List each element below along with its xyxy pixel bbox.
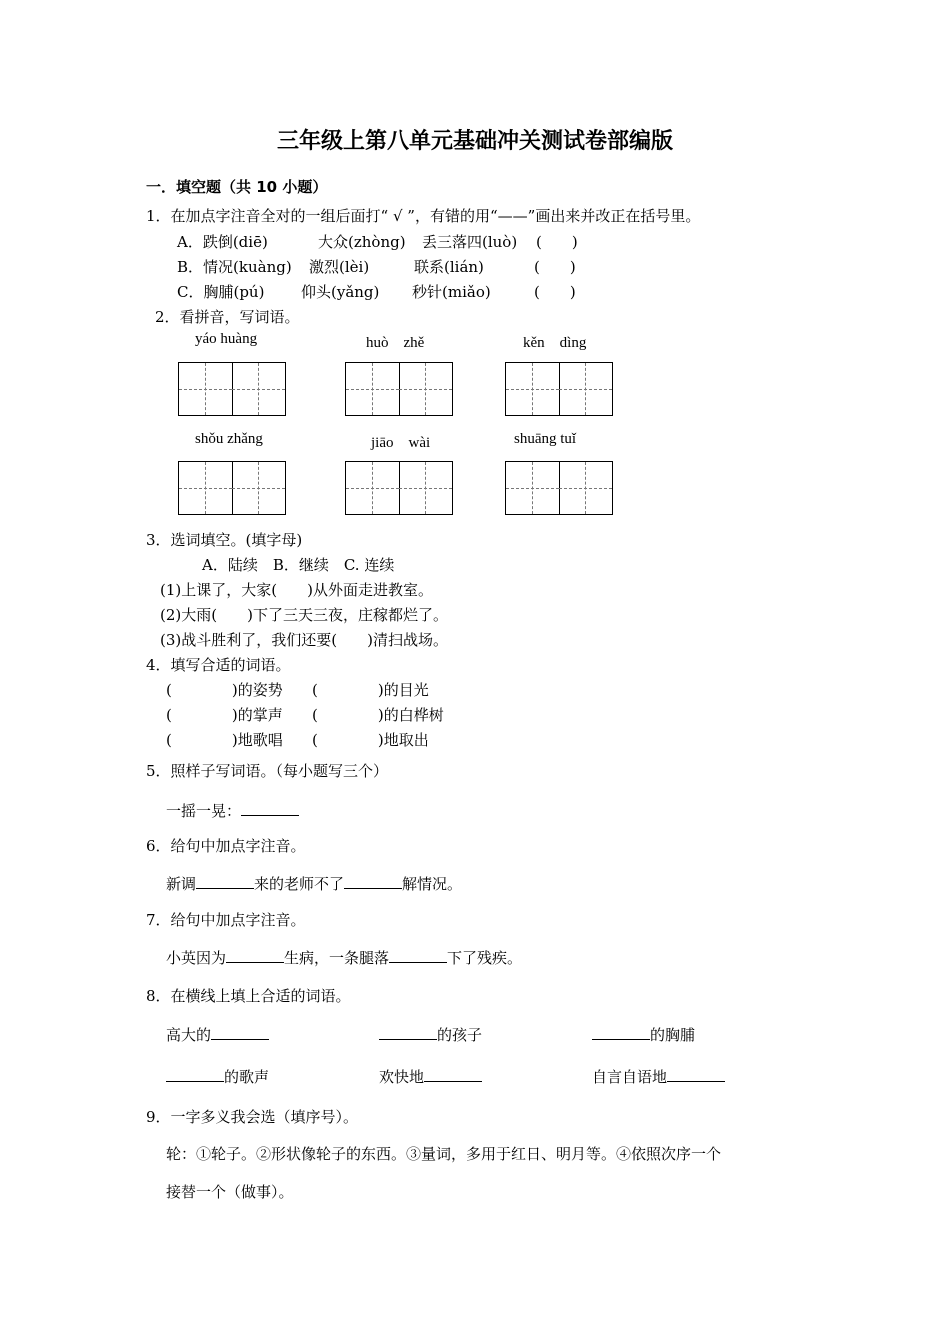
- q4-r2-b: ( )的白桦树: [312, 706, 444, 724]
- q5-stem: 5．照样子写词语。（每小题写三个）: [146, 762, 389, 780]
- q5-example-label: 一摇一晃：: [166, 802, 242, 820]
- q4-r3-a: ( )地歌唱: [166, 731, 283, 749]
- q5-example: [166, 800, 299, 821]
- q8-label: 的歌声: [224, 1068, 270, 1086]
- answer-blank[interactable]: [344, 874, 402, 889]
- answer-blank[interactable]: [389, 948, 447, 963]
- q1-c4: ( ): [534, 283, 576, 301]
- q1-b4: ( ): [534, 258, 576, 276]
- q4-r1-b: ( )的目光: [312, 681, 429, 699]
- writing-grid[interactable]: [178, 461, 286, 515]
- q3-item-3: (3)战斗胜利了，我们还要( )清扫战场。: [160, 631, 448, 649]
- q1-a1: A．跌倒(diē): [177, 233, 268, 251]
- q1-stem: 1．在加点字注音全对的一组后面打“ √ ”，有错的用“——”画出来并改正在括号里。: [146, 207, 701, 225]
- writing-grid[interactable]: [178, 362, 286, 416]
- q4-r3-b: ( )地取出: [312, 731, 429, 749]
- q2-pinyin-1: yáo huàng: [195, 331, 258, 347]
- q8-r1-b: [379, 1024, 482, 1045]
- q9-line-1: 轮：①轮子。②形状像轮子的东西。③量词，多用于红日、明月等。④依照次序一个: [166, 1145, 722, 1163]
- writing-grid[interactable]: [505, 461, 613, 515]
- q9-stem: 9．一字多义我会选（填序号）。: [146, 1108, 359, 1126]
- q2-pinyin-5: jiāo wài: [371, 435, 431, 451]
- q8-r2-a: [166, 1066, 269, 1087]
- q8-r2-c: [592, 1066, 725, 1087]
- q8-label: 高大的: [166, 1026, 212, 1044]
- writing-grid[interactable]: [345, 362, 453, 416]
- q1-a3: 丢三落四(luò): [422, 233, 518, 251]
- q1-b2: 激烈(lèi): [309, 258, 370, 276]
- q8-label: 自言自语地: [592, 1068, 668, 1086]
- writing-grid[interactable]: [345, 461, 453, 515]
- q8-label: 的胸脯: [650, 1026, 696, 1044]
- q1-a2: 大众(zhòng): [318, 233, 406, 251]
- q2-pinyin-4: shǒu zhǎng: [195, 431, 263, 447]
- q9-line-2: 接替一个（做事）。: [166, 1183, 294, 1201]
- q4-r1-a: ( )的姿势: [166, 681, 283, 699]
- q7-part-3: 下了残疾。: [447, 949, 523, 967]
- q3-item-2: (2)大雨( )下了三天三夜，庄稼都烂了。: [160, 606, 448, 624]
- q7-stem: 7．给句中加点字注音。: [146, 911, 306, 929]
- q8-r1-a: [166, 1024, 269, 1045]
- q1-c1: C．胸脯(pú): [177, 283, 265, 301]
- q7-part-2: 生病，一条腿落: [284, 949, 390, 967]
- answer-blank[interactable]: [226, 948, 284, 963]
- q1-b1: B．情况(kuàng): [177, 258, 292, 276]
- q1-b3: 联系(lián): [414, 258, 484, 276]
- q8-r2-b: [379, 1066, 482, 1087]
- q4-stem: 4．填写合适的词语。: [146, 656, 291, 674]
- q2-pinyin-6: shuāng tuǐ: [514, 431, 577, 447]
- q3-options: A．陆续 B．继续 C. 连续: [202, 556, 395, 574]
- q6-sentence: [166, 873, 462, 894]
- answer-blank[interactable]: [424, 1067, 482, 1082]
- answer-blank[interactable]: [592, 1025, 650, 1040]
- q7-part-1: 小英因为: [166, 949, 227, 967]
- q1-c3: 秒针(miǎo): [412, 283, 491, 301]
- q1-a4: ( ): [536, 233, 578, 251]
- q6-part-3: 解情况。: [402, 875, 463, 893]
- answer-blank[interactable]: [379, 1025, 437, 1040]
- q8-r1-c: [592, 1024, 695, 1045]
- q2-pinyin-3: kěn dìng: [523, 335, 587, 351]
- answer-blank[interactable]: [211, 1025, 269, 1040]
- q8-stem: 8．在横线上填上合适的词语。: [146, 987, 351, 1005]
- q2-stem: 2．看拼音，写词语。: [155, 308, 300, 326]
- q1-c2: 仰头(yǎng): [301, 283, 380, 301]
- writing-grid[interactable]: [505, 362, 613, 416]
- q3-stem: 3．选词填空。(填字母): [146, 531, 303, 549]
- q8-label: 的孩子: [437, 1026, 483, 1044]
- q6-part-2: 来的老师不了: [254, 875, 345, 893]
- q3-item-1: (1)上课了，大家( )从外面走进教室。: [160, 581, 433, 599]
- q4-r2-a: ( )的掌声: [166, 706, 283, 724]
- answer-blank[interactable]: [196, 874, 254, 889]
- page-title: 三年级上第八单元基础冲关测试卷部编版: [276, 129, 673, 154]
- q6-stem: 6．给句中加点字注音。: [146, 837, 306, 855]
- q2-pinyin-2: huò zhě: [366, 335, 425, 351]
- answer-blank[interactable]: [241, 801, 299, 816]
- answer-blank[interactable]: [667, 1067, 725, 1082]
- q6-part-1: 新调: [166, 875, 197, 893]
- q7-sentence: [166, 947, 522, 968]
- q8-label: 欢快地: [379, 1068, 425, 1086]
- answer-blank[interactable]: [166, 1067, 224, 1082]
- section-heading: 一．填空题（共 10 小题）: [146, 178, 328, 196]
